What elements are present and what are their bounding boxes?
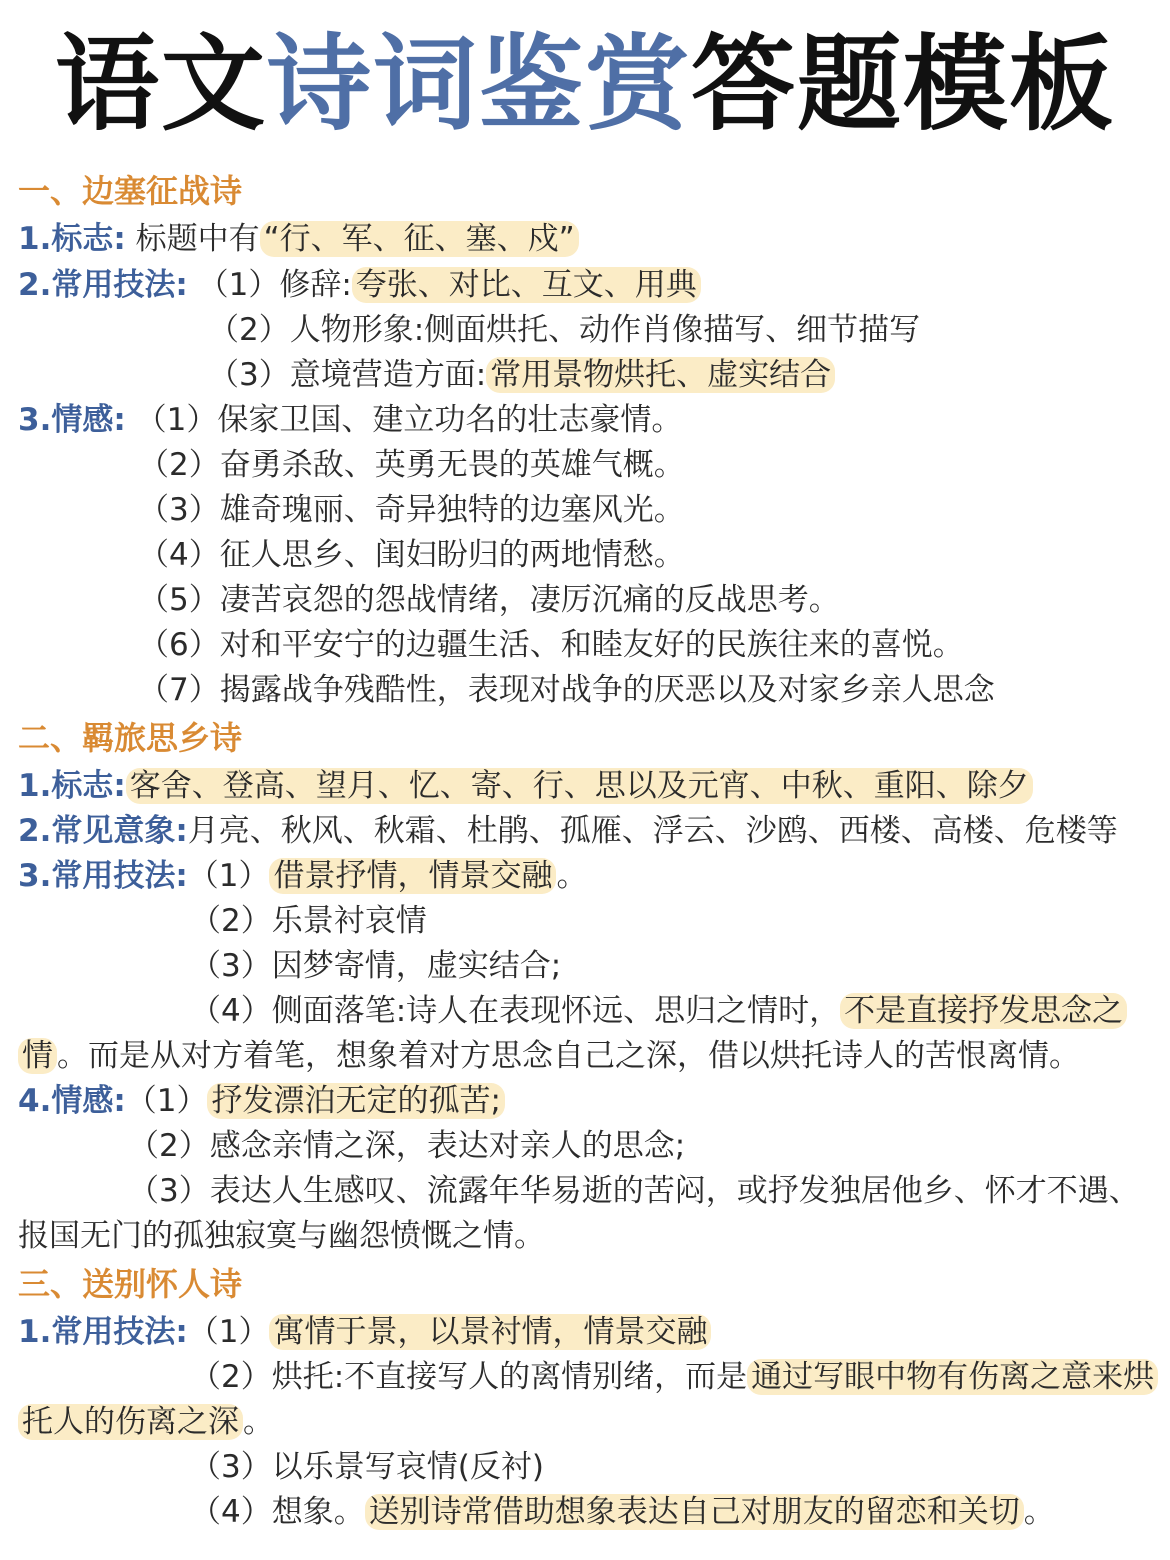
s1-emotion-7: （7）揭露战争残酷性，表现对战争的厌恶以及对家乡亲人思念 <box>138 672 995 708</box>
s3-technique-2 <box>190 1355 1158 1399</box>
s1-emotion-2: （2）奋勇杀敌、英勇无畏的英雄气概。 <box>138 447 685 483</box>
section-2-heading: 二、羁旅思乡诗 <box>18 719 243 757</box>
s2-highlight-5: 抒发漂泊无定的孤苦; <box>207 1083 504 1119</box>
section-3-heading: 三、送别怀人诗 <box>18 1265 243 1303</box>
title-part-2: 诗词鉴赏 <box>266 23 691 145</box>
s1-text-5: （1）保家卫国、建立功名的壮志豪情。 <box>125 402 683 438</box>
s2-line-2 <box>18 809 1118 853</box>
s2-technique-3: （3）因梦寄情，虚实结合; <box>190 948 562 984</box>
s1-highlight-2: 夸张、对比、互文、用典 <box>352 267 701 303</box>
s1-label-2: 2.常用技法: <box>18 267 188 303</box>
s1-emotion-4: （4）征人思乡、闺妇盼归的两地情愁。 <box>138 537 685 573</box>
s1-emotion-3: （3）雄奇瑰丽、奇异独特的边塞风光。 <box>138 492 685 528</box>
s2-emotion-3: （3）表达人生感叹、流露年华易逝的苦闷，或抒发独居他乡、怀才不遇、 <box>128 1173 1140 1209</box>
s1-highlight-1: “行、军、征、塞、戍” <box>260 221 579 257</box>
page-title <box>0 22 1170 146</box>
s3-line-1 <box>18 1310 711 1354</box>
s3-highlight-2-cont: 托人的伤离之深 <box>18 1404 243 1440</box>
s3-text-4b: 。 <box>1023 1494 1055 1530</box>
s3-technique-3: （3）以乐景写哀情(反衬) <box>190 1449 544 1485</box>
s3-text-2: （2）烘托:不直接写人的离情别绪，而是 <box>190 1359 748 1395</box>
s2-text-4: （4）侧面落笔:诗人在表现怀远、思归之情时， <box>190 993 841 1029</box>
s1-emotion-6: （6）对和平安宁的边疆生活、和睦友好的民族往来的喜悦。 <box>138 627 964 663</box>
s1-text-2: （1）修辞: <box>187 267 352 303</box>
s2-line-1 <box>18 764 1033 808</box>
s2-emotion-3-cont: 报国无门的孤独寂寞与幽怨愤慨之情。 <box>18 1218 545 1254</box>
s2-label-2: 2.常见意象: <box>18 813 188 849</box>
s2-technique-4 <box>190 989 1127 1033</box>
s2-text-4-cont: 。而是从对方着笔，想象着对方思念自己之深，借以烘托诗人的苦恨离情。 <box>57 1038 1080 1074</box>
s2-highlight-1: 客舍、登高、望月、忆、寄、行、思以及元宵、中秋、重阳、除夕 <box>126 768 1033 804</box>
s1-text-1: 标题中有 <box>125 221 260 257</box>
title-part-3: 答题模板 <box>691 23 1116 145</box>
s2-highlight-4-cont: 情 <box>18 1038 57 1074</box>
s3-text-2-cont: 。 <box>243 1404 274 1440</box>
s1-text-4: （3）意境营造方面: <box>208 357 487 393</box>
s2-text-3a: （1） <box>187 858 270 894</box>
s1-label-3: 3.情感: <box>18 402 126 438</box>
s2-label-1: 1.标志: <box>18 768 126 804</box>
s1-emotion-5: （5）凄苦哀怨的怨战情绪，凄厉沉痛的反战思考。 <box>138 582 840 618</box>
s1-line-4 <box>208 353 835 397</box>
s2-highlight-4: 不是直接抒发思念之 <box>840 993 1127 1029</box>
s1-highlight-4: 常用景物烘托、虚实结合 <box>486 357 835 393</box>
s3-technique-2-cont <box>18 1400 274 1444</box>
s3-technique-4 <box>190 1490 1055 1534</box>
s1-line-3: （2）人物形象:侧面烘托、动作肖像描写、细节描写 <box>208 312 921 348</box>
s2-highlight-3: 借景抒情，情景交融 <box>269 858 556 894</box>
s2-label-3: 3.常用技法: <box>18 858 188 894</box>
s1-line-5 <box>18 398 682 442</box>
s2-technique-4-cont <box>18 1034 1080 1078</box>
s3-highlight-2: 通过写眼中物有伤离之意来烘 <box>747 1359 1158 1395</box>
s2-line-4 <box>18 1079 505 1123</box>
s1-line-2 <box>18 263 701 307</box>
s3-text-4a: （4）想象。 <box>190 1494 365 1530</box>
s3-highlight-1: 寓情于景，以景衬情，情景交融 <box>269 1314 711 1350</box>
s2-technique-2: （2）乐景衬哀情 <box>190 903 427 939</box>
s1-line-1 <box>18 217 579 261</box>
s2-emotion-2: （2）感念亲情之深，表达对亲人的思念; <box>128 1128 686 1164</box>
s2-text-5: （1） <box>125 1083 208 1119</box>
s3-text-1: （1） <box>187 1314 270 1350</box>
section-1-heading: 一、边塞征战诗 <box>18 172 243 210</box>
title-part-1: 语文 <box>54 23 267 145</box>
s3-label-1: 1.常用技法: <box>18 1314 188 1350</box>
s3-highlight-4: 送别诗常借助想象表达自己对朋友的留恋和关切 <box>365 1494 1024 1530</box>
s2-label-4: 4.情感: <box>18 1083 126 1119</box>
s2-text-2: 月亮、秋风、秋霜、杜鹃、孤雁、浮云、沙鸥、西楼、高楼、危楼等 <box>187 813 1118 849</box>
s2-text-3b: 。 <box>556 858 588 894</box>
s2-line-3 <box>18 854 587 898</box>
s1-label-1: 1.标志: <box>18 221 126 257</box>
